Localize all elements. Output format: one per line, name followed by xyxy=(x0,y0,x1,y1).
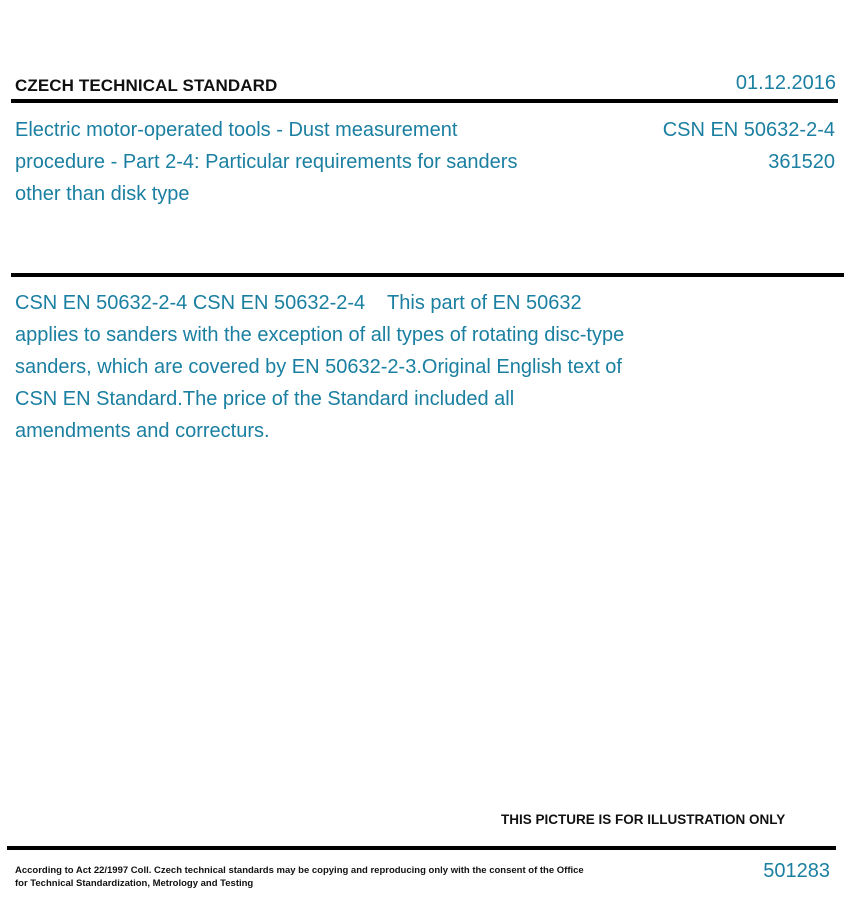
class-number: 361520 xyxy=(768,151,835,173)
footer-divider xyxy=(7,846,836,850)
title-divider xyxy=(11,273,844,277)
header-divider xyxy=(11,99,838,103)
document-type-title: CZECH TECHNICAL STANDARD xyxy=(15,76,278,95)
legal-notice: According to Act 22/1997 Coll. Czech technical standards may be copying and reproducing only with the consent of the Office for Technical Standardization, Metrology and Testing xyxy=(15,865,584,889)
standard-codes xyxy=(663,114,835,178)
document-number: 501283 xyxy=(763,860,830,882)
abstract-text: CSN EN 50632-2-4 CSN EN 50632-2-4 This part of EN 50632 applies to sanders with the exception of all types of rotating disc-type sanders, which are covered by EN 50632-2-3.Original English text of CSN EN Standard.The price of the Standard included all amendments and correcturs. xyxy=(15,292,630,442)
publication-date: 01.12.2016 xyxy=(735,72,836,94)
standard-title: Electric motor-operated tools - Dust measurement procedure - Part 2-4: Particular requirements for sanders other than disk type xyxy=(15,119,518,205)
illustration-disclaimer: THIS PICTURE IS FOR ILLUSTRATION ONLY xyxy=(501,812,786,827)
standard-code: CSN EN 50632-2-4 xyxy=(662,119,835,141)
